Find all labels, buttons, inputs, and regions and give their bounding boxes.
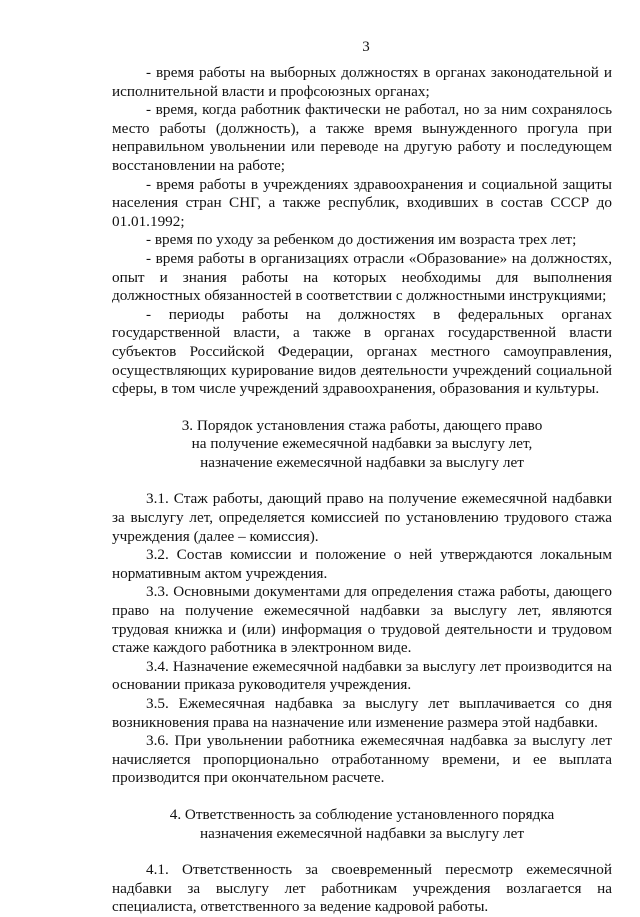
heading-line: 3. Порядок установления стажа работы, дающего право (181, 416, 543, 434)
section-3-heading (112, 417, 612, 473)
list-item: - время по уходу за ребенком до достижения им возраста трех лет; (146, 231, 577, 249)
list-item: - время работы в организациях отрасли «Образование» на должностях, опыт и знания работы на которых необходимы для выполнения должностных обязанностей в соответствии с должностными инструкциями; (112, 249, 612, 305)
list-item: - время, когда работник фактически не работал, но за ним сохранялось место работы (должность), а также время вынужденного прогула при неправильном увольнении или переводе на другую работу и последующем восстановлении на работе; (112, 101, 612, 174)
section-3-body (112, 490, 612, 788)
list-item: - время работы на выборных должностях в органах законодательной и исполнительной власти и профсоюзных органах; (112, 64, 612, 100)
paragraph-3-5: 3.5. Ежемесячная надбавка за выслугу лет выплачивается со дня возникновения права на назначение или изменение размера этой надбавки. (112, 695, 612, 731)
heading-line: назначение ежемесячной надбавки за выслугу лет (200, 453, 524, 471)
paragraph-3-3: 3.3. Основными документами для определения стажа работы, дающего право на получение ежемесячной надбавки за выслугу лет, являются трудовая книжка и (или) информация о трудовой деятельности и трудовом стаже каждого работника в электронном виде. (112, 583, 612, 657)
heading-line: 4. Ответственность за соблюдение установленного порядка (169, 805, 555, 823)
paragraph-3-1: 3.1. Стаж работы, дающий право на получение ежемесячной надбавки за выслугу лет, определяется комиссией по установлению трудового стажа учреждения (далее – комиссия). (112, 490, 612, 545)
heading-line: назначения ежемесячной надбавки за выслугу лет (199, 824, 524, 842)
paragraph-4-1: 4.1. Ответственность за своевременный пересмотр ежемесячной надбавки за выслугу лет работникам учреждения возлагается на специалиста, ответственного за ведение кадровой работы. (112, 861, 612, 916)
document-page (112, 38, 612, 917)
paragraph-3-4: 3.4. Назначение ежемесячной надбавки за выслугу лет производится на основании приказа руководителя учреждения. (112, 657, 612, 694)
paragraph-3-6: 3.6. При увольнении работника ежемесячная надбавка за выслугу лет начисляется пропорционально отработанному времени, и ее выплата производится при окончательном расчете. (112, 732, 612, 787)
section-4-body (112, 861, 612, 917)
page-number: 3 (362, 39, 370, 55)
list-item: - время работы в учреждениях здравоохранения и социальной защиты населения стран СНГ, а также республик, входивших в состав СССР до 01.01.1992; (112, 175, 612, 230)
section-4-heading (112, 806, 612, 843)
heading-line: на получение ежемесячной надбавки за выслугу лет, (191, 435, 533, 453)
list-of-periods (112, 64, 612, 399)
list-item: - периоды работы на должностях в федеральных органах государственной власти, а также в органах государственной власти субъектов Российской Федерации, органах местного самоуправления, осуществляющих курирование видов деятельности учреждений социальной сферы, в том числе учреждений здравоохранения, образования и культуры. (112, 305, 612, 398)
paragraph-3-2: 3.2. Состав комиссии и положение о ней утверждаются локальным нормативным актом учреждения. (112, 546, 612, 582)
